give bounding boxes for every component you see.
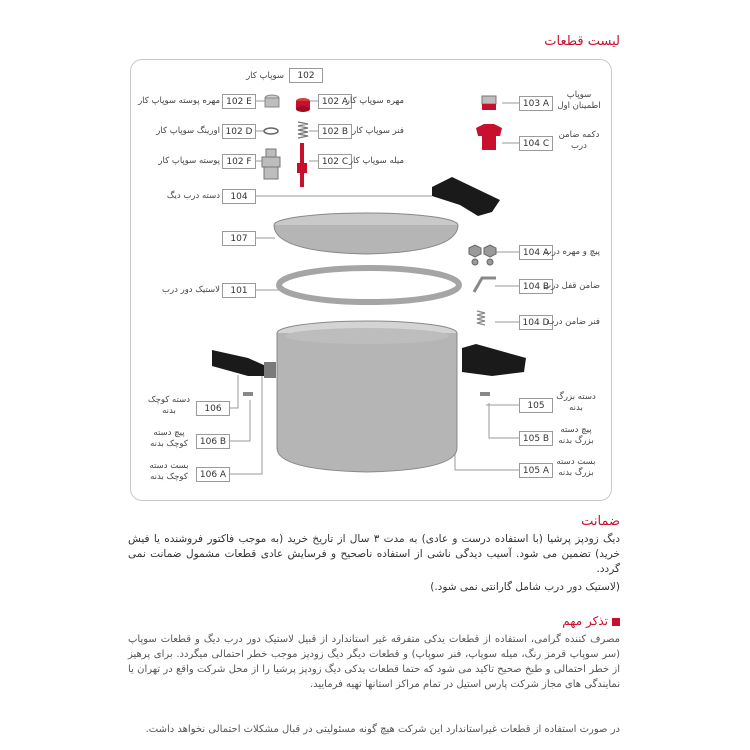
part-label-104d: فنر ضامن درب (546, 317, 600, 327)
part-code-105a: 105 A (519, 463, 553, 478)
part-code-104a: 104 A (519, 245, 553, 260)
part-label-102f: پوسته سوپاپ کار (158, 156, 220, 166)
part-code-103a: 103 A (519, 96, 553, 111)
part-code-105: 105 (519, 398, 553, 413)
part-code-102: 102 (289, 68, 323, 83)
part-code-104d: 104 D (519, 315, 553, 330)
important-marker (612, 618, 620, 626)
parts-list-title: لیست قطعات (544, 34, 620, 49)
part-code-104b: 104 B (519, 279, 553, 294)
part-label-104a: پیچ و مهره درب (543, 247, 600, 257)
part-code-102c: 102 C (318, 154, 352, 169)
part-label-104b: ضامن قفل درب (543, 281, 600, 291)
part-label-102: سوپاپ کار (246, 71, 284, 81)
part-code-102b: 102 B (318, 124, 352, 139)
part-label-103a: سوپاپ اطمینان اول (557, 90, 601, 111)
part-code-102f: 102 F (222, 154, 256, 169)
warranty-body: دیگ زودپز پرشیا (با استفاده درست و عادی) به مدت ۳ سال از تاریخ خرید (به موجب فاکتور فروشنده یا فیش خرید) تضمین می شود. آسیب دیدگی ناشی از استفاده ناصحیح و فرسایش عادی قطعات مشمول ضمانت نمی گردد. (128, 533, 620, 575)
part-label-101: لاستیک دور درب (162, 285, 220, 295)
important-closing: در صورت استفاده از قطعات غیراستاندارد این شرکت هیچ گونه مسئولیتی در قبال مشکلات احتمالی نخواهد داشت. (145, 724, 620, 735)
part-code-101: 101 (222, 283, 256, 298)
part-label-106a: بست دسته کوچک بدنه (149, 461, 189, 482)
part-label-105b: پیچ دسته بزرگ بدنه (558, 425, 594, 446)
part-code-104: 104 (222, 189, 256, 204)
part-code-105b: 105 B (519, 431, 553, 446)
part-code-102d: 102 D (222, 124, 256, 139)
important-title: تذکر مهم (562, 614, 608, 628)
part-label-105: دسته بزرگ بدنه (556, 392, 596, 413)
part-label-106: دسته کوچک بدنه (147, 395, 191, 416)
part-code-106b: 106 B (196, 434, 230, 449)
part-label-102c: میله سوپاپ کار (348, 156, 404, 166)
important-body: مصرف کننده گرامی، استفاده از قطعات یدکی متفرقه غیر استاندارد از قبیل لاستیک دور درب دیگ و قطعات سوپاپ (سر سوپاپ قرمز رنگ، میله سوپاپ، فنر سوپاپ) و قطعات دیگر دیگ زودپز موجب خطر احتمالی میگردد. برای پرهیز از خطر احتمالی و طبخ صحیح تاکید می شود که حتما قطعات یدکی دیگ زودپز پرشیا را از محل شرکت واقع در تهران یا نمایندگی های مجاز شرکت پارس استیل در تمام مراکز استانها تهیه فرمایید. (128, 634, 620, 690)
part-code-102a: 102 A (318, 94, 352, 109)
part-code-106a: 106 A (196, 467, 230, 482)
part-label-104: دسته درب دیگ (166, 191, 220, 201)
part-code-104c: 104 C (519, 136, 553, 151)
part-label-102a: مهره سوپاپ کار (345, 96, 404, 106)
part-code-102e: 102 E (222, 94, 256, 109)
part-label-105a: بست دسته بزرگ بدنه (556, 457, 596, 478)
part-label-102d: اورینگ سوپاپ کار (156, 126, 220, 136)
part-label-102b: فنر سوپاپ کار (352, 126, 404, 136)
part-label-106b: پیچ دسته کوچک بدنه (150, 428, 188, 449)
valve-nut-shape (296, 98, 310, 112)
warranty-note: (لاستیک دور درب شامل گارانتی نمی شود.) (430, 581, 620, 593)
part-code-107: 107 (222, 231, 256, 246)
part-label-104c: دکمه ضامن درب (558, 130, 600, 151)
warranty-title: ضمانت (581, 514, 620, 529)
part-code-106: 106 (196, 401, 230, 416)
part-label-102e: مهره پوسته سوپاپ کار (138, 96, 220, 106)
